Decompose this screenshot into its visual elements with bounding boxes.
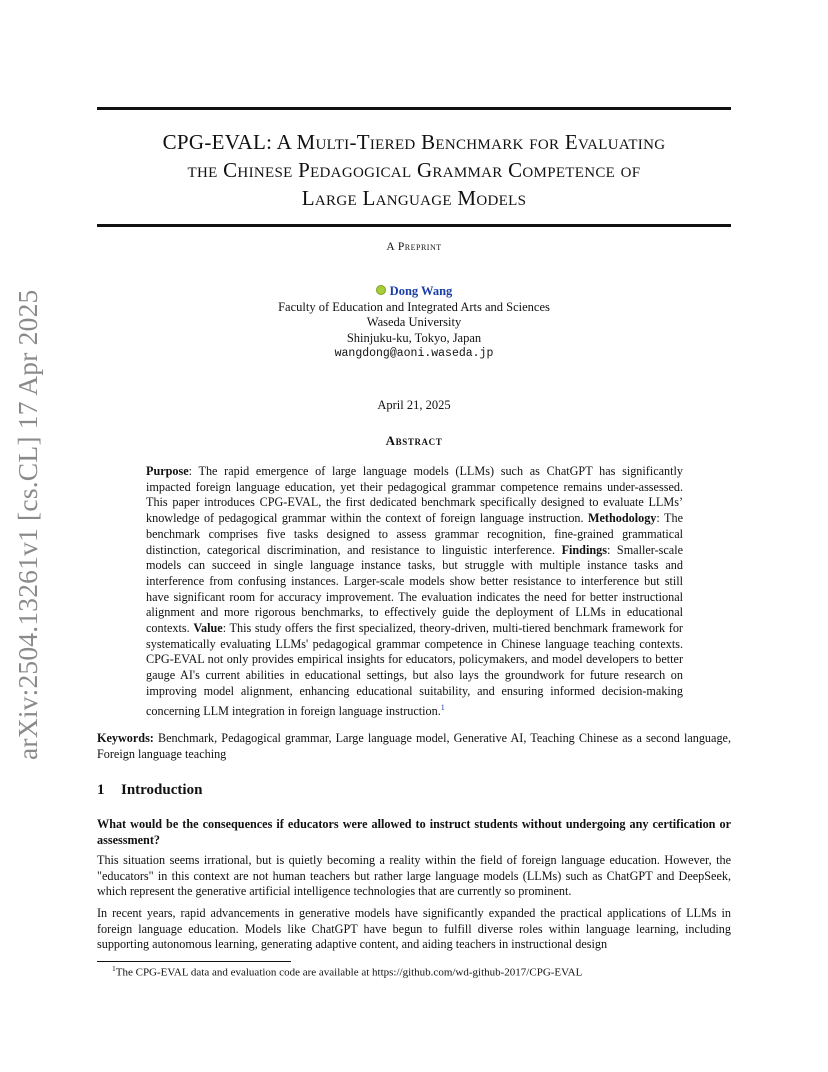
author-affiliation-1: Faculty of Education and Integrated Arts and Sciences [278,299,550,314]
section-title: Introduction [121,782,203,798]
keywords [97,731,731,762]
title-line-2: the Chinese Pedagogical Grammar Competence of [187,158,641,182]
footnote-rule [97,961,291,962]
keywords-label: Keywords: [97,731,154,745]
arxiv-sidebar [10,290,50,760]
keywords-text: Benchmark, Pedagogical grammar, Large language model, Generative AI, Teaching Chinese as a second language, Foreign language teaching [97,731,731,761]
abstract-findings-label: Findings [561,542,607,557]
title-top-rule [97,107,731,110]
author-name[interactable]: Dong Wang [389,284,453,298]
footnote [112,964,582,979]
orcid-icon[interactable] [376,285,386,295]
intro-paragraph-1: This situation seems irrational, but is quietly becoming a reality within the field of foreign language education. However, the "educators" in this context are not human teachers but rather large language models (LLMs) such as ChatGPT and DeepSeek, which represent the generative artificial intelligence technologies that are currently so prominent. [97,853,731,898]
section-number: 1 [97,782,105,798]
abstract-heading: Abstract [385,433,443,448]
title-line-1: CPG-EVAL: A Multi-Tiered Benchmark for Evaluating [162,130,666,154]
paper-date: April 21, 2025 [377,398,451,412]
author-email[interactable]: wangdong@aoni.waseda.jp [334,347,494,360]
title-bottom-rule [97,224,731,227]
preprint-label: A Preprint [386,241,442,253]
paper-title [97,128,731,212]
abstract-findings-text: : Smaller-scale models can succeed in single language instance tasks, but struggle with multiple instance tasks and interference from confusing instances. Larger-scale models show better resistance to interference but still have significant room for accuracy improvement. The evaluation indicates the need for better instructional alignment and more rigorous benchmarks, to effectively guide the deployment of LLMs in educational contexts. [146,542,683,636]
abstract-methodology-label: Methodology [588,511,657,526]
title-line-3: Large Language Models [301,186,527,210]
intro-paragraph-2: In recent years, rapid advancements in generative models have significantly expanded the practical applications of LLMs in foreign language education. Models like ChatGPT have begun to fulfill diverse roles within language learning, including supporting autonomous learning, generating adaptive content, and aiding teachers in instructional design [97,906,731,951]
author-location: Shinjuku-ku, Tokyo, Japan [346,330,482,345]
author-affiliation-2: Waseda University [366,315,462,329]
abstract-value-text: : This study offers the first specialized, theory-driven, multi-tiered benchmark framework for systematically evaluating LLMs' pedagogical grammar competence in Chinese language teaching contexts. CPG-EVAL not only provides empirical insights for educators, policymakers, and model developers to better gauge AI's current abilities in educational settings, but also lays the groundwork for future research on improving model alignment, enhancing educational suitability, and ensuring informed decision-making concerning LLM integration in foreign language instruction. [146,621,683,718]
footnote-mark: 1 [112,964,116,973]
section-heading [97,782,202,799]
abstract-purpose-text: : The rapid emergence of large language models (LLMs) such as ChatGPT has significantly impacted foreign language education, yet their pedagogical grammar competence remains under-assessed. This paper introduces CPG-EVAL, the first dedicated benchmark specifically designed to evaluate LLMs’ knowledge of pedagogical grammar within the context of foreign language instruction. [146,464,683,526]
author-block [97,284,731,362]
footnote-link[interactable]: 1 [440,702,445,712]
abstract-methodology-text: : The benchmark comprises five tasks designed to assess grammar recognition, fine-grained grammatical distinction, categorical discrimination, and resistance to linguistic interference. [146,511,683,557]
intro-question: What would be the consequences if educators were allowed to instruct students without undergoing any certification or assessment? [97,817,731,847]
arxiv-identifier: arXiv:2504.13261v1 [cs.CL] 17 Apr 2025 [12,289,43,760]
abstract-value-label: Value [193,621,223,636]
abstract-purpose-label: Purpose [146,464,189,478]
abstract-body [146,464,683,719]
footnote-text: The CPG-EVAL data and evaluation code are available at https://github.com/wd-github-2017/CPG-EVAL [115,966,583,979]
